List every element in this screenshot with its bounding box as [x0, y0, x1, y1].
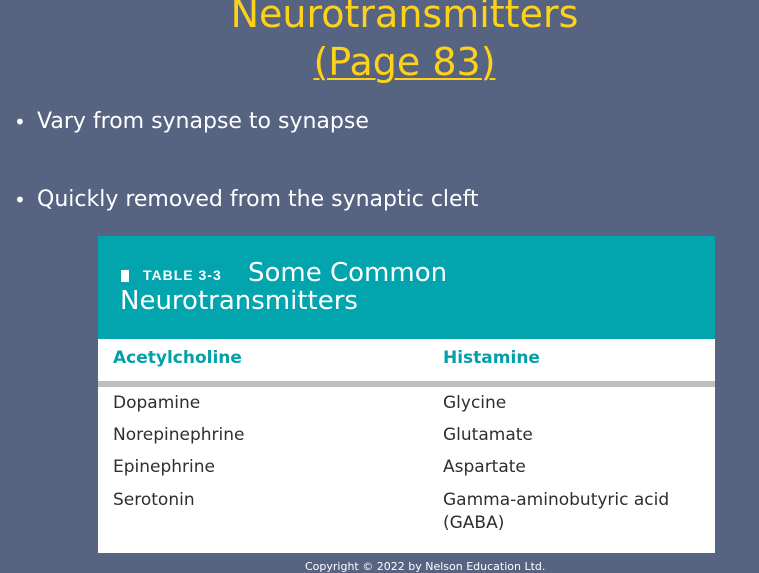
table-divider	[98, 381, 715, 387]
table-cell: Glutamate	[443, 425, 533, 445]
bullet-item	[14, 105, 369, 139]
table-cell: (GABA)	[443, 513, 505, 533]
table-header	[98, 236, 715, 339]
table-cell: Epinephrine	[113, 457, 215, 477]
column-header-right: Histamine	[443, 348, 540, 368]
table-cell: Aspartate	[443, 457, 526, 477]
column-header-left: Acetylcholine	[113, 348, 242, 368]
table-number-label: TABLE 3-3	[143, 267, 222, 283]
title-text: Neurotransmitters	[230, 0, 579, 36]
bullet-text: Quickly removed from the synaptic cleft	[37, 187, 479, 212]
bullet-dot-icon: •	[14, 110, 26, 134]
neurotransmitter-table	[98, 236, 715, 553]
table-cell: Gamma-aminobutyric acid	[443, 490, 670, 510]
page-reference-link[interactable]: (Page 83)	[313, 40, 496, 84]
bullet-dot-icon: •	[14, 188, 26, 212]
bullet-text: Vary from synapse to synapse	[37, 109, 369, 134]
table-title-line-2: Neurotransmitters	[120, 286, 358, 316]
table-cell: Glycine	[443, 393, 507, 413]
table-marker-icon	[121, 270, 129, 282]
table-cell: Norepinephrine	[113, 425, 245, 445]
copyright-notice: Copyright © 2022 by Nelson Education Ltd.	[305, 560, 546, 573]
table-title-line-1: Some Common	[248, 258, 448, 288]
bullet-item	[14, 183, 479, 217]
table-cell: Dopamine	[113, 393, 201, 413]
slide-title	[0, 0, 759, 86]
table-cell: Serotonin	[113, 490, 195, 510]
